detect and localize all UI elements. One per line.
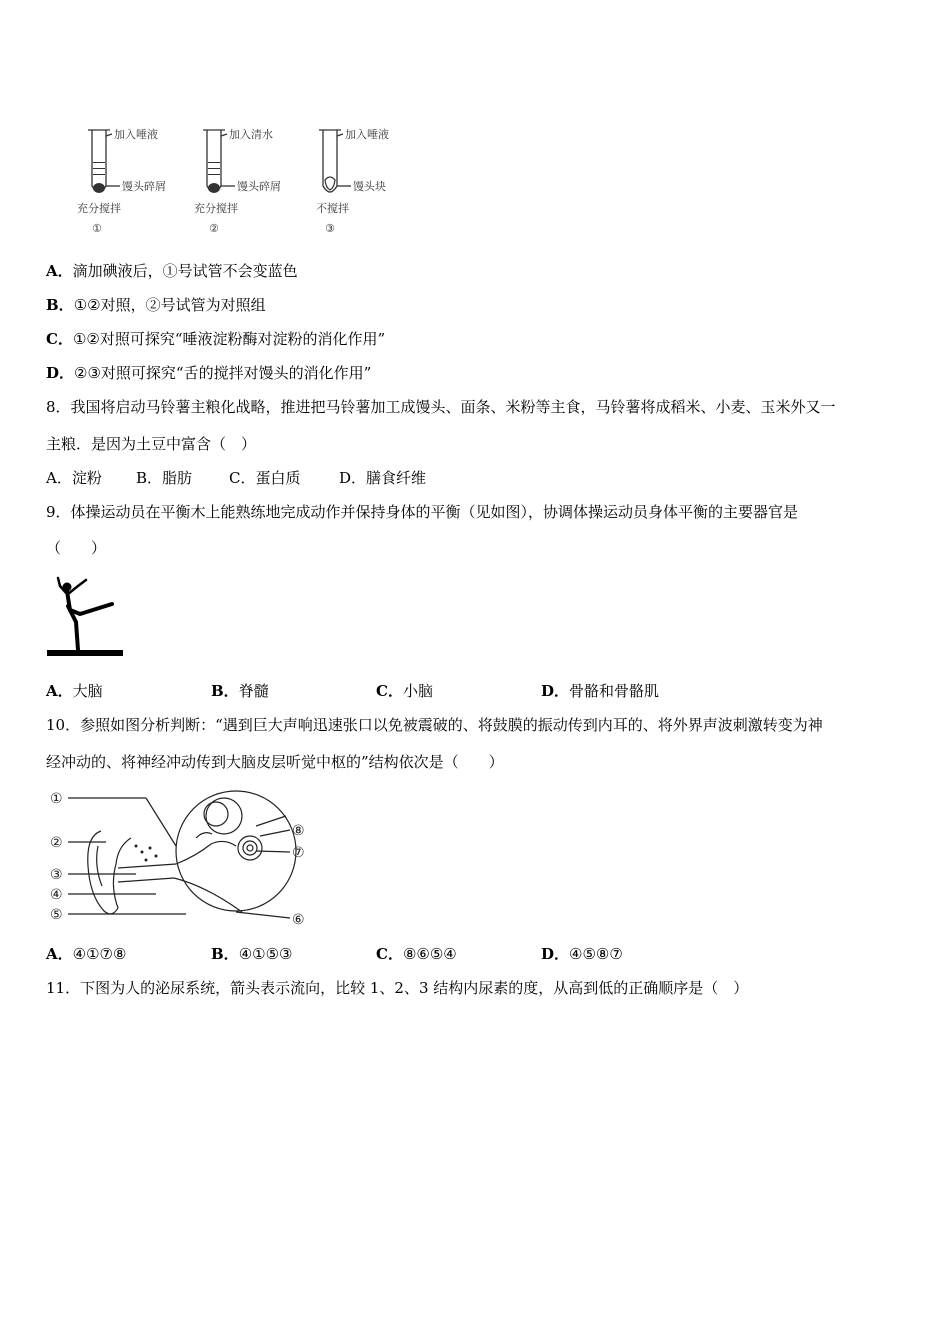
tube2-number: ② [209,222,219,235]
q7-option-c: C．①②对照可探究“唾液淀粉酶对淀粉的消化作用” [46,330,386,348]
tube3-bottom-label: 不搅拌 [316,202,349,215]
q7-option-b: B．①②对照，②号试管为对照组 [46,296,266,314]
tube1-side-label: 馒头碎屑 [122,180,166,193]
q9-option-b: B．脊髓 [211,682,269,700]
q10-options [46,944,623,964]
q8-option-c: C．蛋白质 [229,469,301,487]
tube2-top-label: 加入清水 [229,128,273,141]
ear-structure-figure [46,786,316,932]
q8-option-a: A．淀粉 [46,469,102,487]
tube1-bottom-label: 充分搅拌 [77,202,121,215]
ear-label-6: ⑥ [292,912,305,928]
tube3-side-label: 馒头块 [353,180,386,193]
ear-label-8: ⑧ [292,823,305,839]
ear-label-7: ⑦ [292,845,305,861]
q9-options [46,681,659,701]
q8-stem-line1: 8．我国将启动马铃薯主粮化战略，推进把马铃薯加工成馒头、面条、米粉等主食，马铃薯将成稻米、小麦、玉米外又一 [46,398,836,416]
tube2-bottom-label: 充分搅拌 [194,202,238,215]
q10-stem-line1: 10．参照如图分析判断：“遇到巨大声响迅速张口以免被震破的、将鼓膜的振动传到内耳的、将外界声波刺激转变为神 [46,716,823,734]
test-tube-figure [72,124,412,239]
ear-label-1: ① [50,791,63,807]
q8-option-d: D．膳食纤维 [339,469,427,487]
q8-options [46,468,426,488]
q9-stem-line1: 9．体操运动员在平衡木上能熟练地完成动作并保持身体的平衡（见如图），协调体操运动员身体平衡的主要器官是 [46,503,799,521]
ear-label-3: ③ [50,867,63,883]
ear-label-2: ② [50,835,63,851]
tube1-number: ① [92,222,102,235]
q11-stem-line1: 11．下图为人的泌尿系统，箭头表示流向，比较 1、2、3 结构内尿素的度，从高到低的正确顺序是（ ） [46,979,749,997]
q10-option-a: A．④①⑦⑧ [46,945,127,963]
q8-stem-line2: 主粮．是因为土豆中富含（ ） [46,435,257,453]
ear-label-4: ④ [50,887,63,903]
q10-stem-line2: 经冲动的、将神经冲动传到大脑皮层听觉中枢的”结构依次是（ ） [46,753,504,771]
ear-label-5: ⑤ [50,907,63,923]
q9-stem-line2: （ ） [46,539,107,557]
tube3-number: ③ [325,222,335,235]
q9-option-a: A．大脑 [46,682,103,700]
gymnast-figure [46,576,126,660]
q7-option-d: D．②③对照可探究“舌的搅拌对馒头的消化作用” [46,364,372,382]
tube3-top-label: 加入唾液 [345,128,389,141]
q8-option-b: B．脂肪 [136,469,193,487]
q9-option-d: D．骨骼和骨骼肌 [541,682,660,700]
q10-option-c: C．⑧⑥⑤④ [376,945,457,963]
q10-option-b: B．④①⑤③ [211,945,293,963]
q10-option-d: D．④⑤⑧⑦ [541,945,623,963]
q9-option-c: C．小脑 [376,682,433,700]
tube2-side-label: 馒头碎屑 [237,180,281,193]
q7-option-a: A．滴加碘液后，①号试管不会变蓝色 [46,262,298,280]
tube1-top-label: 加入唾液 [114,128,158,141]
